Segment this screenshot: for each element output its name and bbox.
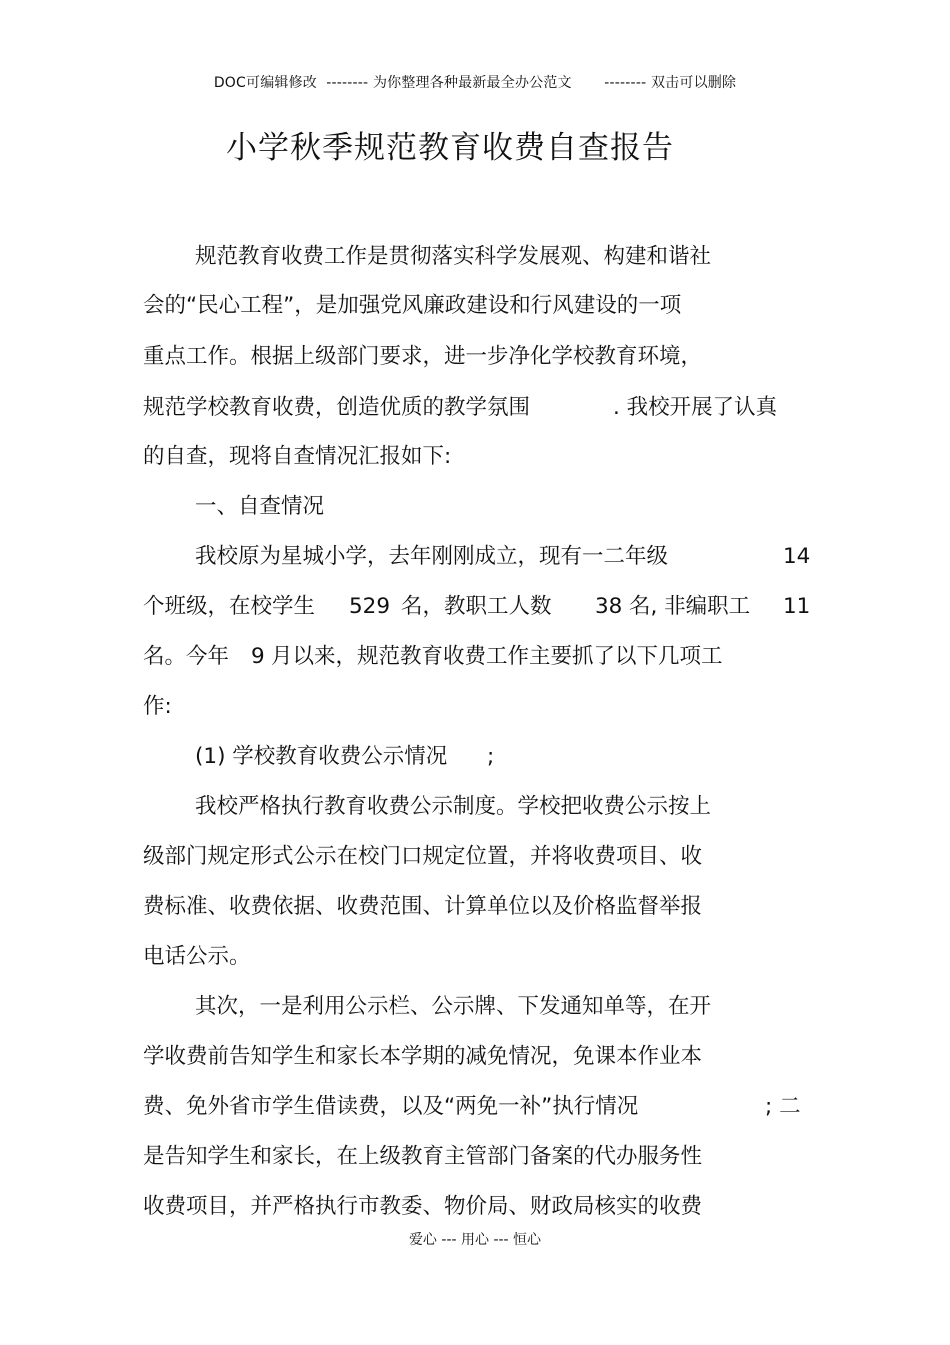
paragraph-2-line-3	[143, 642, 823, 672]
paragraph-2-line-3-c: 月以来，规范教育收费工作主要抓了以下几项工	[271, 644, 723, 669]
paragraph-2-nonstaff-count: 11	[783, 594, 811, 619]
paragraph-2-line-1	[195, 542, 815, 572]
paragraph-2-month: 9	[251, 644, 265, 669]
paragraph-1-line-3: 重点工作。根据上级部门要求，进一步净化学校教育环境，	[143, 344, 703, 369]
paragraph-4-line-5: 收费项目，并严格执行市教委、物价局、财政局核实的收费	[143, 1194, 703, 1219]
page-footer: 爱心 --- 用心 --- 恒心	[408, 1232, 542, 1248]
paragraph-2-line-2-a: 个班级，在校学生	[143, 594, 316, 619]
paragraph-3-line-4: 电话公示。	[143, 944, 251, 969]
subheading-1-semicolon: ;	[487, 744, 495, 769]
paragraph-3-line-2: 级部门规定形式公示在校门口规定位置，并将收费项目、收	[143, 844, 703, 869]
paragraph-1-line-1: 规范教育收费工作是贯彻落实科学发展观、构建和谐社	[195, 244, 712, 269]
paragraph-4-line-3-text: 费、免外省市学生借读费，以及“两免一补”执行情况	[143, 1094, 639, 1119]
paragraph-2-staff-count: 38	[595, 594, 623, 619]
paragraph-1-line-4-tail: . 我校开展了认真	[613, 395, 778, 420]
paragraph-2-line-2-e: 名, 非编职工	[629, 594, 751, 619]
paragraph-2-line-2	[143, 592, 823, 622]
paragraph-1-line-4	[143, 393, 823, 423]
document-title: 小学秋季规范教育收费自查报告	[226, 130, 674, 166]
paragraph-1-line-4-text: 规范学校教育收费，创造优质的教学氛围	[143, 395, 531, 420]
paragraph-4-line-3	[143, 1092, 823, 1122]
paragraph-3-line-3: 费标准、收费依据、收费范围、计算单位以及价格监督举报	[143, 894, 703, 919]
paragraph-2-line-1-text: 我校原为星城小学，去年刚刚成立，现有一二年级	[195, 544, 669, 569]
paragraph-2-line-3-a: 名。今年	[143, 644, 230, 669]
paragraph-2-class-count: 14	[783, 544, 811, 569]
subheading-1-text: (1) 学校教育收费公示情况	[195, 744, 448, 769]
paragraph-3-line-1: 我校严格执行教育收费公示制度。学校把收费公示按上	[195, 794, 712, 819]
paragraph-1-line-5: 的自查，现将自查情况汇报如下:	[143, 444, 452, 469]
paragraph-2-line-2-c: 名，教职工人数	[401, 594, 552, 619]
paragraph-2-line-4: 作:	[143, 694, 172, 719]
paragraph-2-student-count: 529	[349, 594, 391, 619]
section-heading-1: 一、自查情况	[195, 494, 325, 519]
paragraph-4-line-4: 是告知学生和家长，在上级教育主管部门备案的代办服务性	[143, 1144, 703, 1169]
page-header: DOC可编辑修改 -------- 为你整理各种最新最全办公范文 -------- 双击可以删除	[213, 75, 737, 91]
paragraph-1-line-2: 会的“民心工程”，是加强党风廉政建设和行风建设的一项	[143, 293, 682, 318]
paragraph-4-line-2: 学收费前告知学生和家长本学期的减免情况，免课本作业本	[143, 1044, 703, 1069]
subheading-1	[195, 742, 515, 772]
paragraph-4-line-1: 其次，一是利用公示栏、公示牌、下发通知单等，在开	[195, 994, 712, 1019]
paragraph-4-line-3-tail: ; 二	[765, 1094, 801, 1119]
